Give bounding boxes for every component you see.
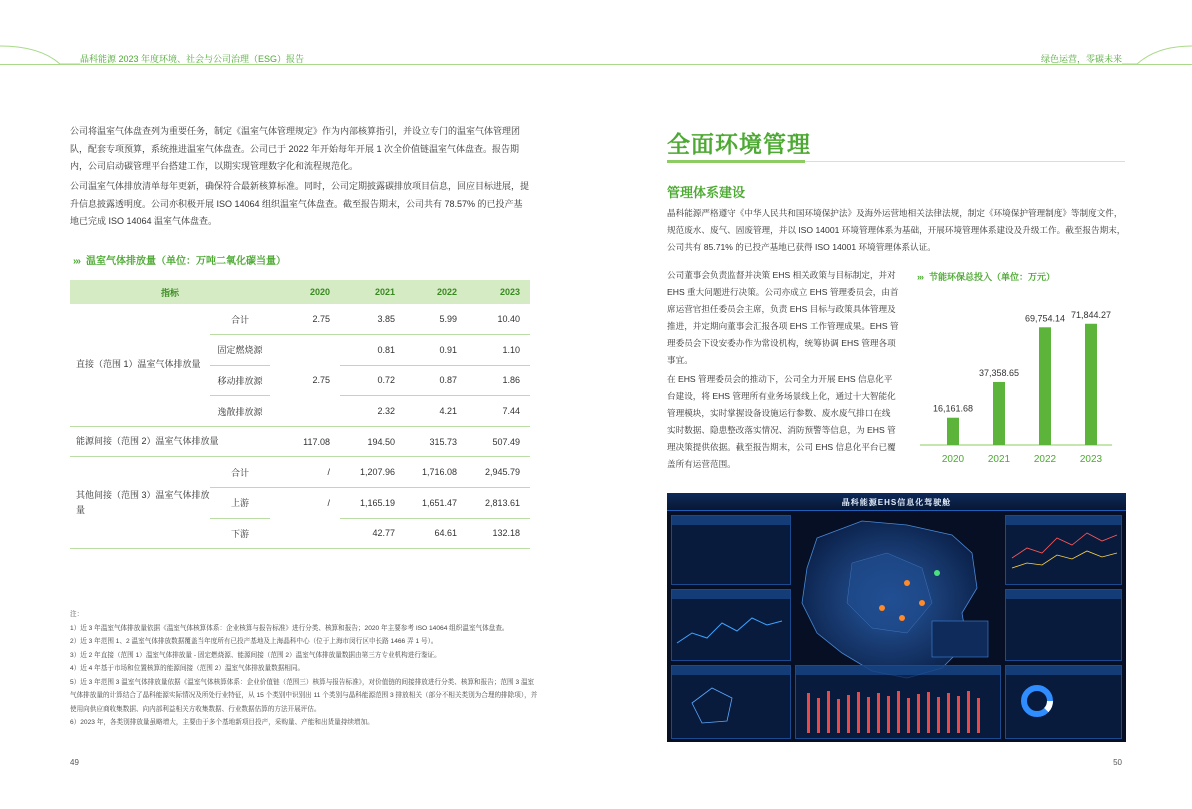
title-underline [667,160,805,163]
cell: 5.99 [405,304,467,335]
page-number-right: 50 [1113,758,1122,767]
cell: 2.75 [312,375,330,386]
table-header-row [70,280,530,304]
note-line: 3）近 2 年直接（范围 1）温室气体排放量 - 固定燃烧源、能源间接（范围 2）温室气体排放量数据由第三方专业机构进行鉴证。 [70,651,441,659]
cell: 507.49 [467,426,530,457]
cell: 1,716.08 [405,457,467,488]
header-right-curve [1122,44,1192,66]
cell [270,518,340,549]
table-header: 2020 [270,280,340,304]
dashboard-mini-charts [667,493,1126,742]
bar-value-label: 69,754.14 [1024,313,1066,324]
page-title: 全面环境管理 [667,131,811,157]
table-header: 2023 [467,280,530,304]
cell: 2,945.79 [467,457,530,488]
cell: 0.91 [405,335,467,366]
table-row [70,426,530,457]
bar-value-label: 16,161.68 [932,403,974,414]
ehs-dashboard-image [667,493,1126,742]
table-row [70,457,530,488]
x-tick-label: 2020 [941,454,965,465]
triple-chevron-icon: ››› [73,256,80,267]
note-line: 2）近 3 年范围 1、2 温室气体排放数据覆盖当年度所有已投产基地及上海晶科中心（位于上海市闵行区申长路 1466 弄 1 号）。 [70,638,438,645]
cell: 7.44 [467,396,530,427]
table-header: 2021 [340,280,405,304]
x-tick-label: 2021 [987,454,1011,465]
table-notes [70,608,540,730]
header-left-curve [0,44,80,66]
title-divider [805,161,1125,162]
bar-value-label: 71,844.27 [1070,309,1112,320]
cell: 10.40 [467,304,530,335]
bar-2020 [947,418,959,445]
scope3-label: 其他间接（范围 3）温室气体排放量 [70,457,210,549]
mgmt-paragraph-2: 公司董事会负责监督并决策 EHS 相关政策与目标制定，并对 EHS 重大问题进行决策。公司亦成立 EHS 管理委员会，由首席运营官担任委员会主席，负责 EHS 目标与政策具体管理及推进，并定期向董事会汇报各项 EHS 工作管理成果。EHS 管理委员会下设安委办作为常设机构，统筹协调 EHS 管理各项事宜。 [667,270,899,365]
cell: 42.77 [340,518,405,549]
cell: 1.86 [467,365,530,396]
cell: 0.87 [405,365,467,396]
table-header: 指标 [70,280,270,304]
ghg-table-title-text: 温室气体排放量（单位：万吨二氧化碳当量） [86,256,286,267]
bar-value-label: 37,358.65 [978,367,1020,378]
cell: 0.72 [340,365,405,396]
row-name: 合计 [210,304,270,335]
cell: 315.73 [405,426,467,457]
note-line: 4）近 4 年基于市场和位置核算的能源间接（范围 2）温室气体排放量数据相同。 [70,665,305,672]
header-slogan: 绿色运营，零碳未来 [1040,54,1122,64]
note-line: 注： [70,611,84,618]
cell: 1,165.19 [340,488,405,519]
bar-2023 [1085,324,1097,445]
table-row [70,304,530,335]
page-number-left: 49 [70,758,79,767]
dashboard-title: 晶科能源EHS信息化驾驶舱 [841,498,952,507]
cell: / [327,498,330,509]
row-name: 合计 [210,457,270,488]
cell: 194.50 [340,426,405,457]
x-tick-label: 2023 [1079,454,1103,465]
mgmt-paragraph-3: 在 EHS 管理委员会的推动下，公司全力开展 EHS 信息化平台建设，将 EHS 管理所有业务场景线上化，通过十大智能化管理模块，实时掌握设备设施运行参数、废水废气排口在线实时数据、隐患整改落实情况、消防预警等信息，为 EHS 管理决策提供依据。截至报告期末，公司 EHS 信息化平台已覆盖所有运营范围。 [667,374,896,469]
cell: 1,207.96 [340,457,405,488]
x-tick-label: 2022 [1033,454,1057,465]
row-name: 固定燃烧源 [210,335,270,366]
triple-chevron-icon: ››› [917,272,923,282]
ghg-table-title [73,252,286,267]
cell: / [270,457,340,488]
chart-title-text: 节能环保总投入（单位：万元） [929,272,1056,282]
cell: 2,813.61 [467,488,530,519]
table-header: 2022 [405,280,467,304]
row-name: 移动排放源 [210,365,270,396]
note-line: 1）近 3 年温室气体排放量依据《温室气体核算体系：企业核算与报告标准》进行分类、核算和报告；2020 年主要参考 ISO 14064 组织温室气体盘查。 [70,624,509,632]
row-name: 下游 [210,518,270,549]
cell: 64.61 [405,518,467,549]
cell: 2.32 [340,396,405,427]
bar-2022 [1039,327,1051,445]
row-name: 上游 [210,488,270,519]
cell: 3.85 [340,304,405,335]
report-title: 晶科能源 2023 年度环境、社会与公司治理（ESG）报告 [80,54,305,64]
cell: 0.81 [340,335,405,366]
cell: 132.18 [467,518,530,549]
ghg-paragraph-2: 公司温室气体排放清单每年更新，确保符合最新核算标准。同时，公司定期披露碳排放项目信息，回应目标进展，提升信息披露透明度。公司亦积极开展 ISO 14064 组织温室气体盘查。截至报告期末，公司共有 78.57% 的已投产基地已完成 ISO 14064 温室气体盘查。 [70,181,530,226]
cell: 2.75 [270,304,340,335]
investment-bar-chart [916,290,1116,470]
ghg-paragraph-1: 公司将温室气体盘查列为重要任务，制定《温室气体管理规定》作为内部核算指引，并设立专门的温室气体管理团队，配套专项预算，系统推进温室气体盘查。公司已于 2022 年开始每年开展 1 次全价值链温室气体盘查。报告期内，公司启动碳管理平台搭建工作，以期实现管理数字化和流程规范化。 [70,126,521,171]
note-line: 5）近 3 年范围 3 温室气体排放量依据《温室气体核算体系：企业价值链（范围三）核算与报告标准》，对价值链的间接排放进行分类、核算和报告；范围 3 温室气体排放量的计算结合了晶科能源实际情况及所处行业特征，从 15 个类别中识别出 11 个类别与晶科能源范围 3 排放相关（部分不相关类别为合理的排除项），并使用向供应商收集数据、向内部利益相关方收集数据、行业数据估算的方法开展评估。 [70,678,538,713]
ghg-emissions-table [70,280,530,549]
cell [270,335,340,366]
cell: 1,651.47 [405,488,467,519]
cell [270,396,340,427]
cell: 117.08 [270,426,340,457]
bar-2021 [993,382,1005,445]
cell: 4.21 [405,396,467,427]
row-name: 逸散排放源 [210,396,270,427]
section-subtitle: 管理体系建设 [667,185,746,200]
chart-title [917,270,1055,283]
scope2-label: 能源间接（范围 2）温室气体排放量 [70,426,270,457]
mgmt-paragraph-1: 晶科能源严格遵守《中华人民共和国环境保护法》及海外运营地相关法律法规，制定《环境保护管理制度》等制度文件，规范废水、废气、固废管理，并以 ISO 14001 环境管理体系为基础，开展环境管理体系建设及升级工作。截至报告期末，公司共有 85.71% 的已投产基地已获得 ISO 14001 环境管理体系认证。 [667,208,1126,252]
note-line: 6）2023 年，各类别排放量虽略增大，主要由于多个基地新项目投产，采购量、产能和出货量持续增加。 [70,719,374,726]
cell: 1.10 [467,335,530,366]
scope1-label: 直接（范围 1）温室气体排放量 [70,304,210,426]
